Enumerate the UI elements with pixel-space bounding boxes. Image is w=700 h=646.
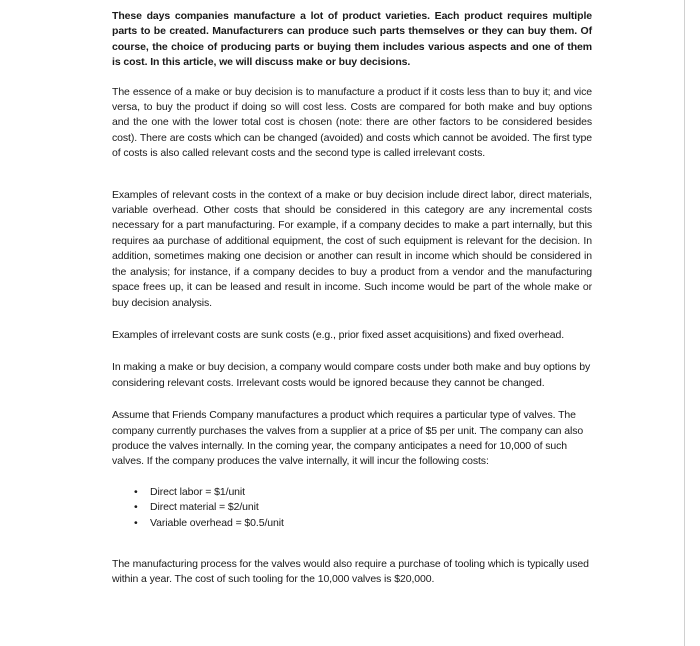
cost-variable-overhead: Variable overhead = $0.5/unit [150, 516, 284, 529]
document-body [112, 9, 592, 588]
intro-paragraph: These days companies manufacture a lot of product varieties. Each product requires multiple parts to be created. Manufacturers can produce such parts themselves or they can buy them. Of course, the choice of producing parts or buying them includes various aspects and one of them is cost. In this article, we will discuss make or buy decisions. [112, 10, 592, 69]
bullet-icon: • [134, 501, 138, 514]
cost-list [112, 485, 592, 531]
list-item [134, 500, 592, 515]
paragraph-make-or-buy-essence: The essence of a make or buy decision is to manufacture a product if it costs less than to buy it; and vice versa, to buy the product if doing so will cost less. Costs are compared for both make and buy options and the one with the lower total cost is chosen (note: there are other factors to be considered besides cost). There are costs which can be changed (avoided) and costs which cannot be avoided. The first type of costs is also called relevant costs and the second type is called irrelevant costs. [112, 85, 592, 160]
paragraph-relevant-costs: Examples of relevant costs in the context of a make or buy decision include direct labor, direct materials, variable overhead. Other costs that should be considered in this category are any incremental costs necessary for a part manufacturing. For example, if a company decides to make a part internally, but this requires aa purchase of additional equipment, the cost of such equipment is relevant for the decision. In addition, sometimes making one decision or another can result in income which should be considered in the analysis; for instance, if a company decides to buy a product from a vendor and the manufacturing space frees up, it can be leased and result in income. Such income would be part of the whole make or buy decision analysis. [112, 188, 592, 309]
cost-direct-labor: Direct labor = $1/unit [150, 485, 245, 498]
bullet-icon: • [134, 485, 138, 498]
scrollbar-gutter[interactable] [686, 0, 700, 646]
bullet-icon: • [134, 516, 138, 529]
paragraph-comparison: In making a make or buy decision, a company would compare costs under both make and buy options by considering relevant costs. Irrelevant costs would be ignored because they cannot be changed. [112, 361, 591, 389]
list-item [134, 485, 592, 500]
paragraph-example-setup: Assume that Friends Company manufactures a product which requires a particular type of valves. The company currently purchases the valves from a supplier at a price of $5 per unit. The company can also produce the valves internally. In the coming year, the company anticipates a need for 10,000 of such valves. If the company produces the valve internally, it will incur the following costs: [112, 409, 584, 468]
cost-direct-material: Direct material = $2/unit [150, 501, 259, 514]
paragraph-irrelevant-costs: Examples of irrelevant costs are sunk costs (e.g., prior fixed asset acquisitions) and fixed overhead. [112, 328, 565, 341]
paragraph-tooling: The manufacturing process for the valves would also require a purchase of tooling which is typically used within a year. The cost of such tooling for the 10,000 valves is $20,000. [112, 557, 589, 586]
list-item [134, 516, 592, 531]
